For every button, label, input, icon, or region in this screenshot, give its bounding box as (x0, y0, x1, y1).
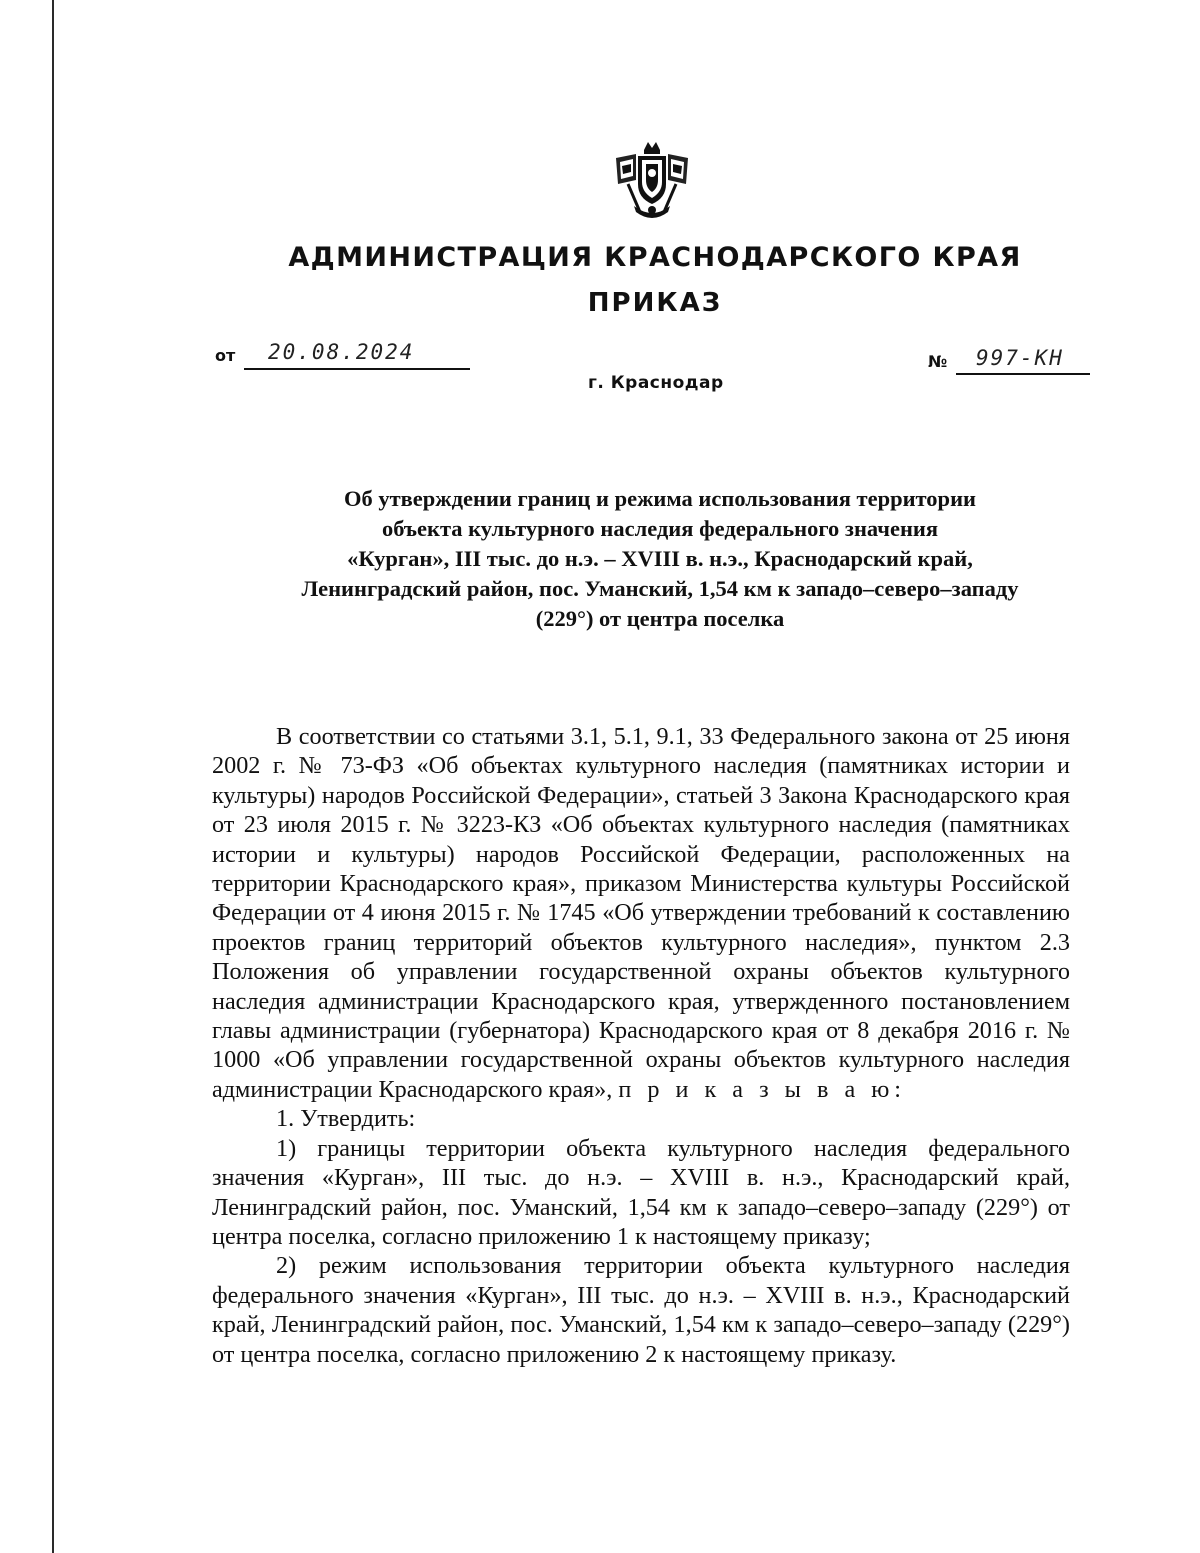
document-type: ПРИКАЗ (587, 288, 723, 318)
number-label: № (928, 352, 948, 371)
date-label: от (215, 346, 236, 365)
preamble-text: В соответствии со статьями 3.1, 5.1, 9.1, 33 Федерального закона от 25 июня 2002 г. № 73-ФЗ «Об объектах культурного наследия (памятниках истории и культуры) народов Российской Федерации», статьей 3 Закона Краснодарского края от 23 июля 2015 г. № 3223-КЗ «Об объектах культурного наследия (памятниках истории и культуры) народов Российской Федерации, расположенных на территории Краснодарского края», приказом Министерства культуры Российской Федерации от 4 июня 2015 г. № 1745 «Об утверждении требований к составлению проектов границ территорий объектов культурного наследия», пунктом 2.3 Положения об управлении государственной охраны объектов культурного наследия администрации Краснодарского края, утвержденного постановлением главы администрации (губернатора) Краснодарского края от 8 декабря 2016 г. № 1000 «Об управлении государственной охраны объектов культурного наследия администрации Краснодарского края», (212, 723, 1070, 1103)
order-body (212, 722, 1070, 1369)
number-underline (956, 373, 1090, 375)
order-subject (200, 484, 1120, 634)
number-value: 997-КН (976, 346, 1064, 370)
subject-line: Об утверждении границ и режима использования территории (343, 486, 977, 511)
item-1-1: 1) границы территории объекта культурного наследия федерального значения «Курган», III тыс. до н.э. – XVIII в. н.э., Краснодарский край, Ленинградский район, пос. Уманский, 1,54 км к западо–северо–западу (229°) от центра поселка, согласно приложению 1 к настоящему приказу; (212, 1134, 1070, 1250)
subject-line: Ленинградский район, пос. Уманский, 1,54 км к западо–северо–западу (301, 576, 1019, 601)
organization-title: АДМИНИСТРАЦИЯ КРАСНОДАРСКОГО КРАЯ (288, 242, 1022, 273)
date-value: 20.08.2024 (268, 340, 415, 364)
subject-line: (229°) от центра поселка (535, 606, 785, 631)
date-underline (244, 368, 470, 370)
scan-edge-line (52, 0, 54, 1553)
item-1-2: 2) режим использования территории объекта культурного наследия федерального значения «Курган», III тыс. до н.э. – XVIII в. н.э., Краснодарский край, Ленинградский район, пос. Уманский, 1,54 км к западо–северо–западу (229°) от центра поселка, согласно приложению 2 к настоящему приказу. (212, 1252, 1070, 1368)
subject-line: объекта культурного наследия федерального значения (381, 516, 939, 541)
item-1: 1. Утвердить: (276, 1105, 416, 1133)
preamble-paragraph (212, 722, 1070, 1104)
city-label: г. Краснодар (588, 373, 724, 393)
order-word: п р и к а з ы в а ю: (618, 1075, 907, 1103)
coat-of-arms-icon (606, 140, 698, 222)
subject-line: «Курган», III тыс. до н.э. – XVIII в. н.э., Краснодарский край, (347, 546, 973, 571)
